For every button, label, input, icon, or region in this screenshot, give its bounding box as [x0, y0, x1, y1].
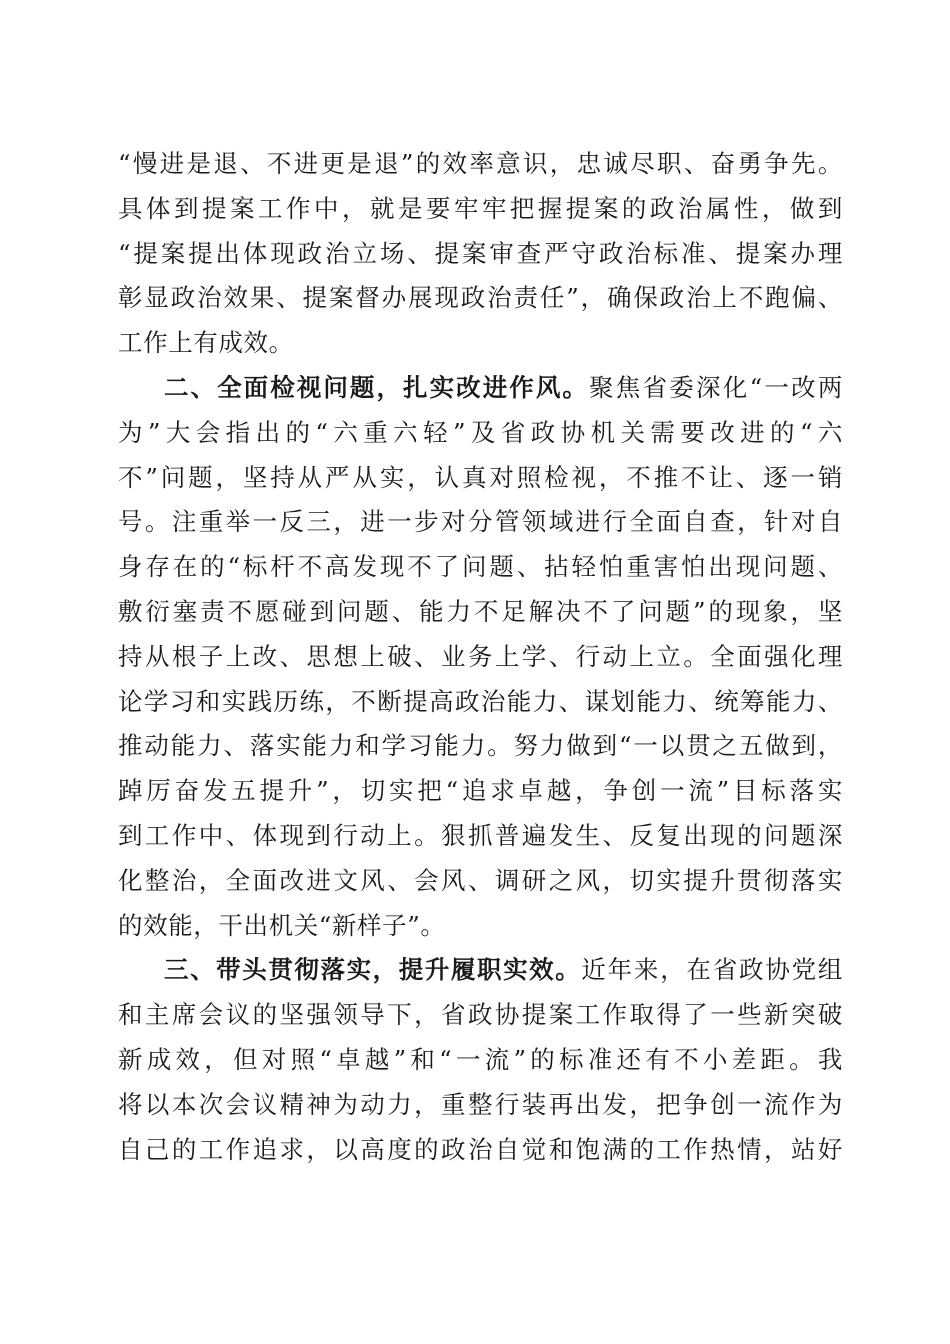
section-heading-2: 二、全面检视问题，扎实改进作风。 [164, 372, 589, 402]
text-line: 敷衍塞责不愿碰到问题、能力不足解决不了问题”的现象，坚 [118, 596, 843, 626]
text-line: 将以本次会议精神为动力，重整行装再出发，把争创一流作为 [118, 1089, 843, 1119]
text-fragment: 近年来，在省政协党组 [581, 955, 843, 985]
text-line: 踔厉奋发五提升”，切实把“追求卓越，争创一流”目标落实 [118, 776, 843, 806]
text-line: 彰显政治效果、提案督办展现政治责任”，确保政治上不跑偏、 [118, 283, 843, 313]
paragraph-first-line [118, 366, 843, 411]
text-line: 具体到提案工作中，就是要牢牢把握提案的政治属性，做到 [118, 193, 843, 223]
text-line: 号。注重举一反三，进一步对分管领域进行全面自查，针对自 [118, 507, 843, 537]
text-line: 新成效，但对照“卓越”和“一流”的标准还有不小差距。我 [118, 1044, 843, 1074]
text-line: 和主席会议的坚强领导下，省政协提案工作取得了一些新突破 [118, 1000, 843, 1030]
text-line: 论学习和实践历练，不断提高政治能力、谋划能力、统筹能力、 [118, 686, 843, 716]
text-line: 为”大会指出的“六重六轻”及省政协机关需要改进的“六 [118, 417, 843, 447]
paragraph-first-line [118, 948, 843, 993]
text-line: 持从根子上改、思想上破、业务上学、行动上立。全面强化理 [118, 641, 843, 671]
text-line: 的效能，干出机关“新样子”。 [118, 910, 446, 940]
section-heading-3: 三、带头贯彻落实，提升履职实效。 [164, 955, 582, 985]
text-line: 到工作中、体现到行动上。狠抓普遍发生、反复出现的问题深 [118, 820, 843, 850]
body-text [118, 142, 843, 1172]
text-line: 推动能力、落实能力和学习能力。努力做到“一以贯之五做到， [118, 731, 843, 761]
text-fragment: 聚焦省委深化“一改两 [589, 372, 843, 402]
text-line: 身存在的“标杆不高发现不了问题、拈轻怕重害怕出现问题、 [118, 552, 843, 582]
text-line: 不”问题，坚持从严从实，认真对照检视，不推不让、逐一销 [118, 462, 843, 492]
text-line: “慢进是退、不进更是退”的效率意识，忠诚尽职、奋勇争先。 [118, 149, 843, 178]
text-line: 化整治，全面改进文风、会风、调研之风，切实提升贯彻落实 [118, 865, 843, 895]
text-line: “提案提出体现政治立场、提案审查严守政治标准、提案办理 [118, 238, 843, 268]
text-line: 工作上有成效。 [118, 328, 294, 358]
text-line: 自己的工作追求，以高度的政治自觉和饱满的工作热情，站好 [118, 1134, 843, 1164]
